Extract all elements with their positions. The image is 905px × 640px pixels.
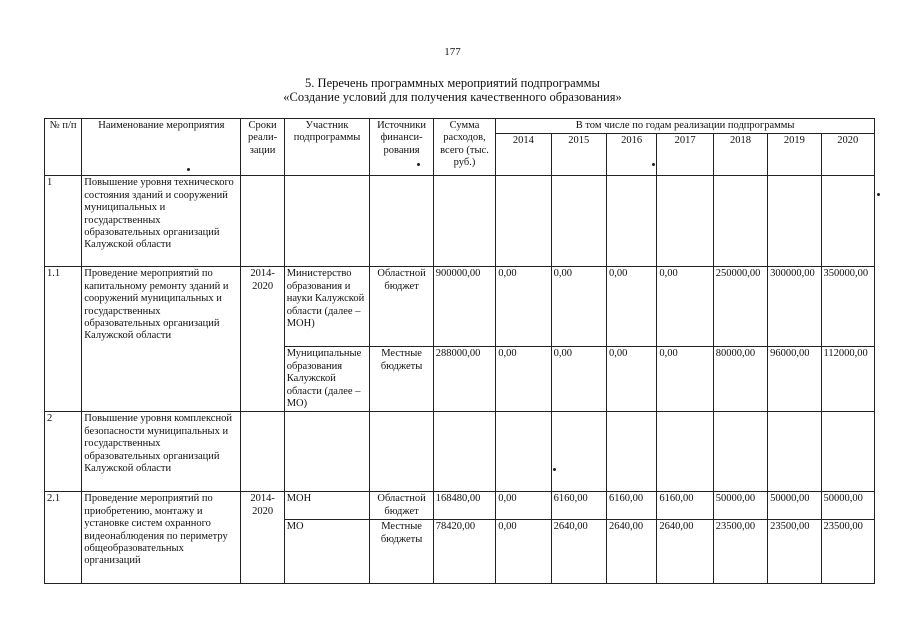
item-1-1-num: 1.1 xyxy=(45,267,82,412)
header-year-2019: 2019 xyxy=(768,134,821,176)
year-value-cell: 23500,00 xyxy=(768,520,821,584)
table-row xyxy=(45,176,875,267)
year-value-cell: 300000,00 xyxy=(768,267,821,347)
item-2-1-num: 2.1 xyxy=(45,492,82,584)
participant-cell: Муниципальные образования Калужской области (далее – МО) xyxy=(284,347,370,412)
table-row xyxy=(45,267,875,347)
section-1-num: 1 xyxy=(45,176,82,267)
year-value-cell: 0,00 xyxy=(551,347,606,412)
header-source: Источники финанси-рования xyxy=(370,119,433,176)
section-1-name: Повышение уровня технического состояния зданий и сооружений муниципальных и государственных образовательных организаций Калужской области xyxy=(82,176,241,267)
scan-speck xyxy=(652,163,655,166)
section-2-num: 2 xyxy=(45,412,82,492)
participant-cell: МОН xyxy=(284,492,370,520)
section-2-name: Повышение уровня комплексной безопасности муниципальных и государственных образовательных организаций Калужской области xyxy=(82,412,241,492)
sum-cell: 168480,00 xyxy=(433,492,495,520)
year-value-cell: 0,00 xyxy=(657,347,713,412)
title-line-2: «Создание условий для получения качественного образования» xyxy=(283,90,622,104)
item-2-1-name: Проведение мероприятий по приобретению, монтажу и установке систем охранного видеонаблюдения по периметру общеобразовательных организаций xyxy=(82,492,241,584)
header-year-2018: 2018 xyxy=(713,134,767,176)
scan-speck xyxy=(417,163,420,166)
year-value-cell: 0,00 xyxy=(657,267,713,347)
scan-speck xyxy=(877,193,880,196)
table-row xyxy=(45,492,875,520)
participant-cell: МО xyxy=(284,520,370,584)
header-name: Наименование мероприятия xyxy=(82,119,241,176)
year-value-cell: 0,00 xyxy=(496,492,551,520)
year-value-cell: 23500,00 xyxy=(821,520,874,584)
year-value-cell: 6160,00 xyxy=(607,492,657,520)
year-value-cell: 2640,00 xyxy=(607,520,657,584)
item-1-1-name: Проведение мероприятий по капитальному ремонту зданий и сооружений муниципальных и государственных образовательных организаций Калужской области xyxy=(82,267,241,412)
year-value-cell: 96000,00 xyxy=(768,347,821,412)
source-cell: Местные бюджеты xyxy=(370,347,433,412)
page-title xyxy=(0,76,905,104)
sum-cell: 78420,00 xyxy=(433,520,495,584)
source-cell: Областной бюджет xyxy=(370,267,433,347)
year-value-cell: 6160,00 xyxy=(551,492,606,520)
year-value-cell: 50000,00 xyxy=(768,492,821,520)
participant-cell: Министерство образования и науки Калужской области (далее – МОН) xyxy=(284,267,370,347)
year-value-cell: 50000,00 xyxy=(821,492,874,520)
sum-cell: 288000,00 xyxy=(433,347,495,412)
page-number: 177 xyxy=(444,46,461,58)
year-value-cell: 0,00 xyxy=(496,520,551,584)
sum-cell: 900000,00 xyxy=(433,267,495,347)
scan-speck xyxy=(553,468,556,471)
scan-speck xyxy=(187,168,190,171)
activities-table xyxy=(44,118,875,584)
header-year-2020: 2020 xyxy=(821,134,874,176)
header-num: № п/п xyxy=(45,119,82,176)
header-term: Сроки реали-зации xyxy=(241,119,284,176)
header-year-2016: 2016 xyxy=(607,134,657,176)
header-year-2017: 2017 xyxy=(657,134,713,176)
year-value-cell: 0,00 xyxy=(551,267,606,347)
year-value-cell: 2640,00 xyxy=(551,520,606,584)
year-value-cell: 0,00 xyxy=(496,347,551,412)
source-cell: Областной бюджет xyxy=(370,492,433,520)
title-line-1: 5. Перечень программных мероприятий подпрограммы xyxy=(305,76,600,90)
header-year-2015: 2015 xyxy=(551,134,606,176)
year-value-cell: 80000,00 xyxy=(713,347,767,412)
year-value-cell: 50000,00 xyxy=(713,492,767,520)
year-value-cell: 112000,00 xyxy=(821,347,874,412)
item-2-1-term: 2014-2020 xyxy=(241,492,284,584)
header-years-group: В том числе по годам реализации подпрограммы xyxy=(496,119,875,134)
year-value-cell: 250000,00 xyxy=(713,267,767,347)
header-year-2014: 2014 xyxy=(496,134,551,176)
year-value-cell: 6160,00 xyxy=(657,492,713,520)
year-value-cell: 350000,00 xyxy=(821,267,874,347)
item-1-1-term: 2014-2020 xyxy=(241,267,284,412)
year-value-cell: 23500,00 xyxy=(713,520,767,584)
year-value-cell: 2640,00 xyxy=(657,520,713,584)
header-participant: Участник подпрограммы xyxy=(284,119,370,176)
year-value-cell: 0,00 xyxy=(496,267,551,347)
header-sum: Сумма расходов, всего (тыс. руб.) xyxy=(433,119,495,176)
table-row xyxy=(45,412,875,492)
year-value-cell: 0,00 xyxy=(607,347,657,412)
source-cell: Местные бюджеты xyxy=(370,520,433,584)
year-value-cell: 0,00 xyxy=(607,267,657,347)
